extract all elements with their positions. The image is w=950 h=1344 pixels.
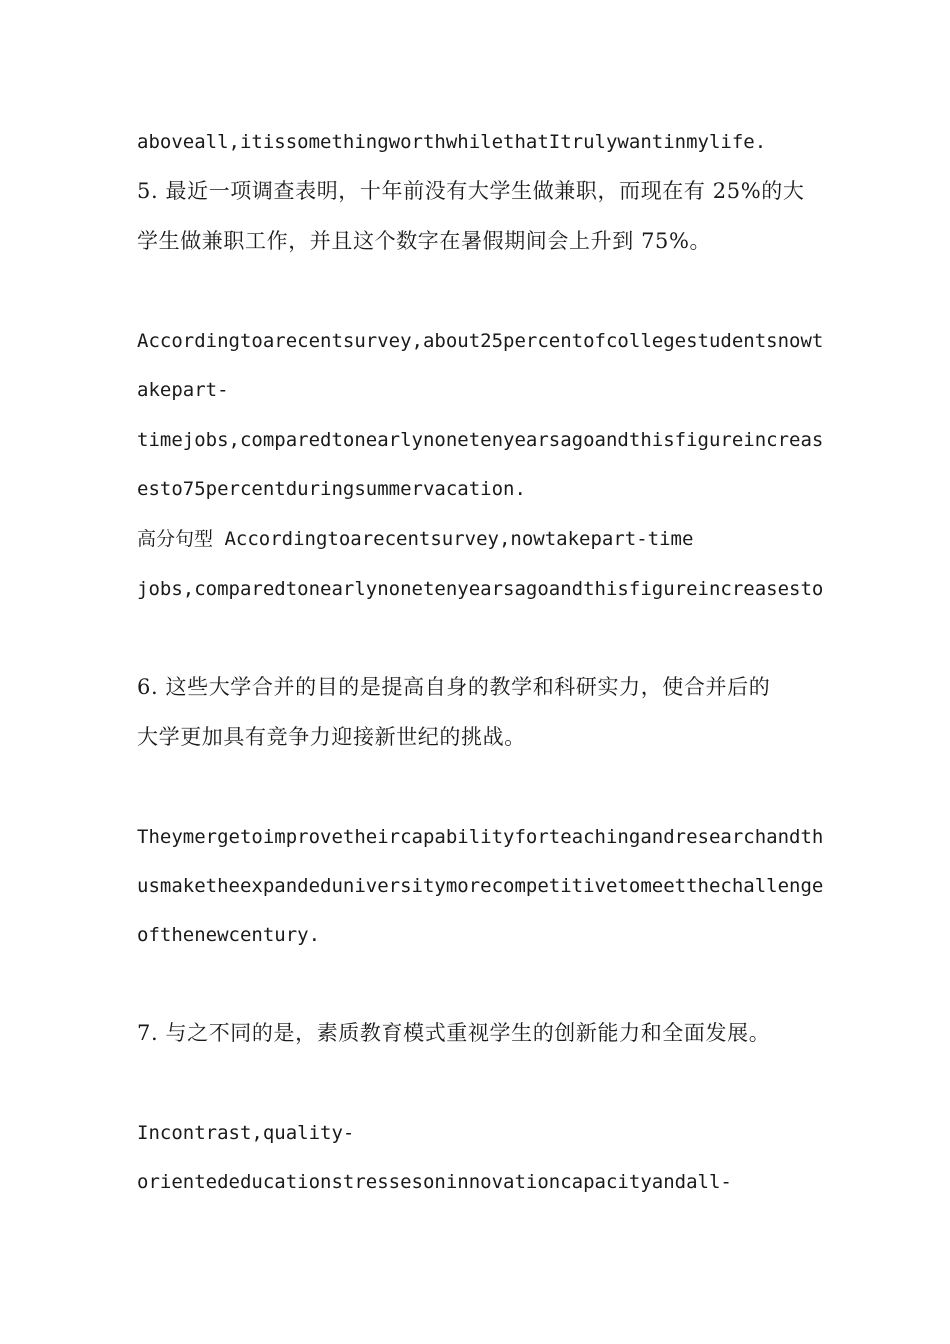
text-line: Accordingtoarecentsurvey,about25percentofcollegestudentsnowt bbox=[137, 330, 824, 352]
text-line: 高分句型 Accordingtoarecentsurvey,nowtakepart-time bbox=[137, 528, 694, 550]
text-line: aboveall,itissomethingworthwhilethatItrulywantinmylife. bbox=[137, 131, 767, 153]
text-line: jobs,comparedtonearlynonetenyearsagoandthisfigureincreasesto bbox=[137, 578, 824, 600]
text-line: akepart- bbox=[137, 379, 229, 401]
text-line: timejobs,comparedtonearlynonetenyearsagoandthisfigureincreas bbox=[137, 429, 824, 451]
text-line: orientededucationstressesoninnovationcapacityandall- bbox=[137, 1171, 732, 1193]
text-line: Theymergetoimprovetheircapabilityforteachingandresearchandth bbox=[137, 826, 824, 848]
text-line: Incontrast,quality- bbox=[137, 1122, 355, 1144]
text-line: esto75percentduringsummervacation. bbox=[137, 478, 526, 500]
text-line: 大学更加具有竞争力迎接新世纪的挑战。 bbox=[137, 725, 526, 749]
text-line: 6. 这些大学合并的目的是提高自身的教学和科研实力，使合并后的 bbox=[137, 675, 771, 699]
text-line: ofthenewcentury. bbox=[137, 924, 321, 946]
text-line: usmaketheexpandeduniversitymorecompetitivetomeetthechallenge bbox=[137, 875, 824, 897]
text-line: 7. 与之不同的是，素质教育模式重视学生的创新能力和全面发展。 bbox=[137, 1021, 771, 1045]
text-line: 5. 最近一项调查表明，十年前没有大学生做兼职，而现在有 25%的大 bbox=[137, 179, 805, 203]
text-line: 学生做兼职工作，并且这个数字在暑假期间会上升到 75%。 bbox=[137, 229, 712, 253]
